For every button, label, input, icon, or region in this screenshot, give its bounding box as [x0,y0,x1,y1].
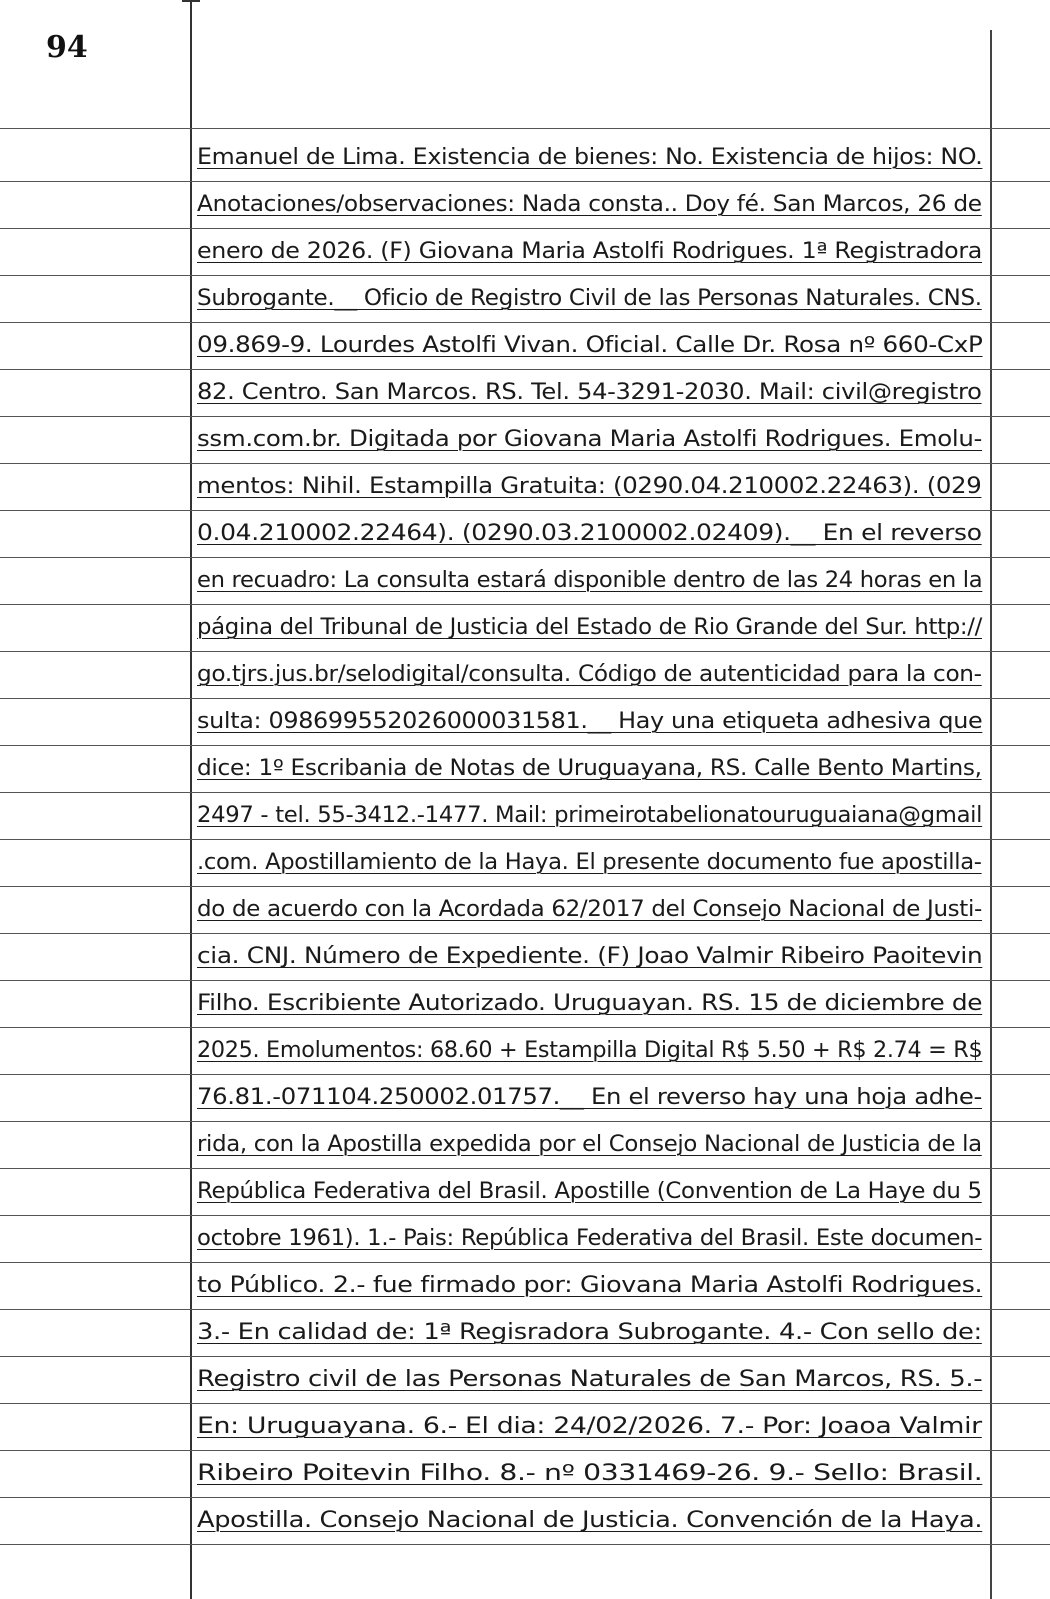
right-margin-line [990,30,992,1599]
text-line: 76.81.-071104.250002.01757.__ En el reverso hay una hoja adhe- [197,1085,982,1110]
text-line: 3.- En calidad de: 1ª Regisradora Subrogante. 4.- Con sello de: [197,1320,982,1345]
ruled-line [0,128,1050,129]
page-number: 94 [46,30,88,65]
text-line: 2025. Emolumentos: 68.60 + Estampilla Digital R$ 5.50 + R$ 2.74 = R$ [197,1038,983,1063]
text-line: .com. Apostillamiento de la Haya. El presente documento fue apostilla- [197,850,982,875]
text-line: Apostilla. Consejo Nacional de Justicia. Convención de la Haya. [197,1508,983,1533]
text-line: dice: 1º Escribania de Notas de Uruguayana, RS. Calle Bento Martins, [197,756,982,781]
text-line: Ribeiro Poitevin Filho. 8.- nº 0331469-26. 9.- Sello: Brasil. [197,1461,983,1486]
text-line: cia. CNJ. Número de Expediente. (F) Joao Valmir Ribeiro Paoitevin [197,944,983,969]
text-line: go.tjrs.jus.br/selodigital/consulta. Código de autenticidad para la con- [197,662,982,687]
margin-tick [182,0,200,2]
text-line: octobre 1961). 1.- Pais: República Federativa del Brasil. Este documen- [197,1226,983,1251]
text-line: Anotaciones/observaciones: Nada consta.. Doy fé. San Marcos, 26 de [197,192,982,217]
text-line: to Público. 2.- fue firmado por: Giovana Maria Astolfi Rodrigues. [197,1273,983,1298]
text-line: enero de 2026. (F) Giovana Maria Astolfi Rodrigues. 1ª Registradora [197,239,983,264]
text-line: 82. Centro. San Marcos. RS. Tel. 54-3291-2030. Mail: civil@registro [197,380,982,405]
text-line: en recuadro: La consulta estará disponible dentro de las 24 horas en la [197,568,983,593]
margin-line [190,0,192,1599]
text-line: Filho. Escribiente Autorizado. Uruguayan. RS. 15 de diciembre de [197,991,983,1016]
text-line: Registro civil de las Personas Naturales de San Marcos, RS. 5.- [197,1367,983,1392]
text-line: mentos: Nihil. Estampilla Gratuita: (0290.04.210002.22463). (029 [197,474,982,499]
text-line: sulta: 098699552026000031581.__ Hay una etiqueta adhesiva que [197,709,983,734]
text-line: República Federativa del Brasil. Apostille (Convention de La Haye du 5 [197,1179,982,1204]
text-line: ssm.com.br. Digitada por Giovana Maria Astolfi Rodrigues. Emolu- [197,427,983,452]
text-line: rida, con la Apostilla expedida por el Consejo Nacional de Justicia de la [197,1132,982,1157]
text-line: Emanuel de Lima. Existencia de bienes: No. Existencia de hijos: NO. [197,145,983,170]
text-line: página del Tribunal de Justicia del Estado de Rio Grande del Sur. http:// [197,615,983,640]
text-line: 0.04.210002.22464). (0290.03.2100002.02409).__ En el reverso [197,521,982,546]
text-line: En: Uruguayana. 6.- El dia: 24/02/2026. 7.- Por: Joaoa Valmir [197,1414,982,1439]
text-line: do de acuerdo con la Acordada 62/2017 del Consejo Nacional de Justi- [197,897,983,922]
text-line: 09.869-9. Lourdes Astolfi Vivan. Oficial. Calle Dr. Rosa nº 660-CxP [197,333,983,358]
text-line: 2497 - tel. 55-3412.-1477. Mail: primeirotabelionatouruguaiana@gmail [197,803,983,828]
text-line: Subrogante.__ Oficio de Registro Civil de las Personas Naturales. CNS. [197,286,982,311]
